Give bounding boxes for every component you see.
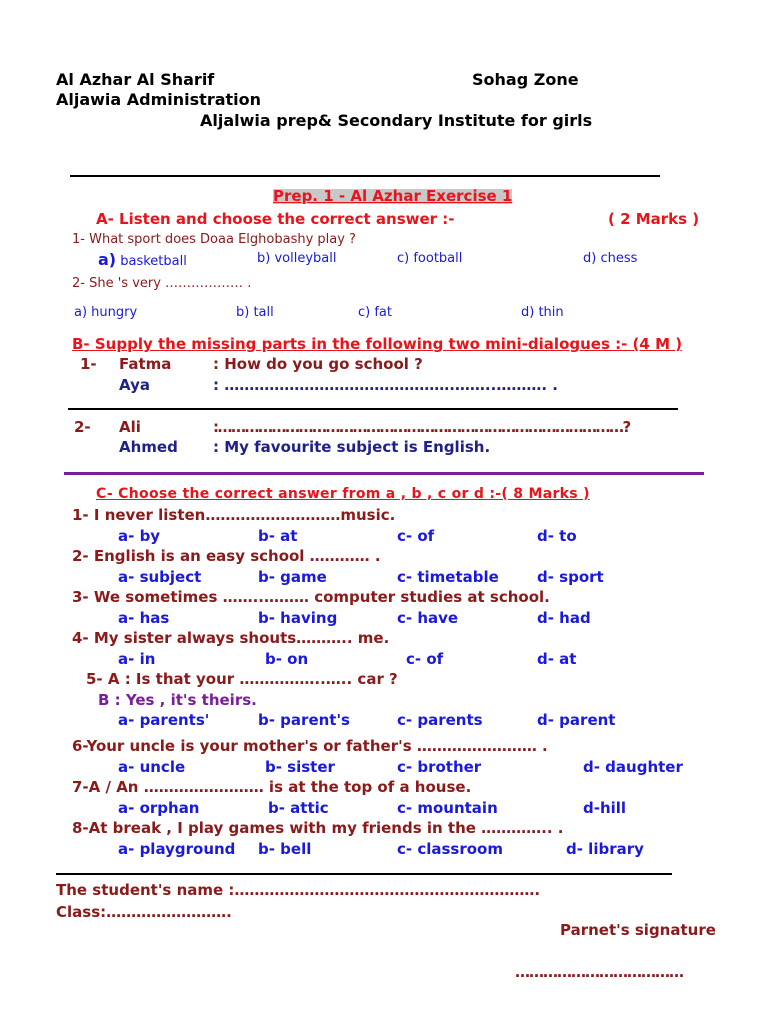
dialogue-1-line-1: : How do you go school ? — [213, 355, 423, 373]
section-c-q3-option-b[interactable]: b- having — [258, 609, 338, 627]
section-c-question-2: 2- English is an easy school ………… . — [72, 547, 381, 565]
zone-name: Sohag Zone — [472, 70, 579, 89]
section-c-question-7: 7-A / An …………………… is at the top of a house. — [72, 778, 472, 796]
section-c-question-1: 1- I never listen………………………music. — [72, 506, 396, 524]
section-c-q6-option-a[interactable]: a- uncle — [118, 758, 186, 776]
dialogue-1-speaker-1: Fatma — [119, 355, 172, 373]
section-b-title: B- Supply the missing parts in the following two mini-dialogues :- (4 M ) — [72, 335, 683, 353]
section-c-q4-option-a[interactable]: a- in — [118, 650, 156, 668]
student-name-field[interactable]: The student's name :……………………………………………………. — [56, 881, 541, 899]
section-c-q1-option-a[interactable]: a- by — [118, 527, 161, 545]
section-c-question-4: 4- My sister always shouts……….. me. — [72, 629, 390, 647]
section-c-question-3: 3- We sometimes ……..……… computer studies at school. — [72, 588, 550, 606]
administration-name: Aljawia Administration — [56, 90, 262, 109]
section-c-question-6: 6-Your uncle is your mother's or father's …………………… . — [72, 737, 548, 755]
dialogue-2-speaker-2: Ahmed — [119, 438, 178, 456]
class-field[interactable]: Class:……………………. — [56, 903, 232, 921]
section-c-q7-option-b[interactable]: b- attic — [268, 799, 329, 817]
section-c-q8-option-d[interactable]: d- library — [566, 840, 644, 858]
section-c-q3-option-a[interactable]: a- has — [118, 609, 170, 627]
section-c-q5-option-d[interactable]: d- parent — [537, 711, 616, 729]
section-a-marks: ( 2 Marks ) — [608, 210, 700, 228]
section-c-q2-option-d[interactable]: d- sport — [537, 568, 604, 586]
section-c-q5-option-a[interactable]: a- parents' — [118, 711, 210, 729]
section-c-q6-option-d[interactable]: d- daughter — [583, 758, 683, 776]
parent-signature-label: Parnet's signature — [560, 921, 716, 939]
institute-name: Aljalwia prep& Secondary Institute for girls — [200, 111, 593, 130]
section-a-title: A- Listen and choose the correct answer :- — [96, 210, 455, 228]
section-c-q4-option-d[interactable]: d- at — [537, 650, 577, 668]
section-c-question-8: 8-At break , I play games with my friends in the ………….. . — [72, 819, 564, 837]
section-c-q7-option-d[interactable]: d-hill — [583, 799, 627, 817]
section-a-q2-option-d[interactable]: d) thin — [521, 305, 564, 320]
dialogue-2-line-2: : My favourite subject is English. — [213, 438, 491, 456]
section-c-q8-option-a[interactable]: a- playground — [118, 840, 236, 858]
section-a-q1-option-c[interactable]: c) football — [397, 251, 463, 266]
section-a-q2-option-a[interactable]: a) hungry — [74, 305, 138, 320]
section-c-title: C- Choose the correct answer from a , b , c or d :-( 8 Marks ) — [96, 486, 590, 502]
dialogue-2-speaker-1: Ali — [119, 418, 141, 436]
section-b-divider — [64, 472, 704, 475]
section-c-question-5-response: B : Yes , it's theirs. — [98, 691, 257, 709]
section-a-question-2: 2- She 's very ……………… . — [72, 276, 252, 291]
section-c-q8-option-c[interactable]: c- classroom — [397, 840, 503, 858]
section-c-question-5: 5- A : Is that your ……………..….. car ? — [86, 670, 398, 688]
section-c-q7-option-a[interactable]: a- orphan — [118, 799, 200, 817]
dialogue-1-speaker-2: Aya — [119, 376, 150, 394]
section-c-q4-option-c[interactable]: c- of — [406, 650, 444, 668]
section-c-q5-option-b[interactable]: b- parent's — [258, 711, 350, 729]
section-c-q3-option-c[interactable]: c- have — [397, 609, 459, 627]
section-c-q1-option-c[interactable]: c- of — [397, 527, 435, 545]
section-c-q5-option-c[interactable]: c- parents — [397, 711, 483, 729]
header-divider — [70, 175, 660, 177]
section-a-q2-option-c[interactable]: c) fat — [358, 305, 392, 320]
section-a-q2-option-b[interactable]: b) tall — [236, 305, 274, 320]
exercise-title: Prep. 1 - Al Azhar Exercise 1 — [273, 187, 513, 205]
footer-divider — [56, 873, 672, 875]
section-c-q2-option-a[interactable]: a- subject — [118, 568, 202, 586]
parent-signature-line[interactable]: ……………………………… — [515, 963, 683, 981]
dialogue-divider — [68, 408, 678, 410]
section-c-q2-option-b[interactable]: b- game — [258, 568, 327, 586]
section-c-q2-option-c[interactable]: c- timetable — [397, 568, 499, 586]
section-c-q4-option-b[interactable]: b- on — [265, 650, 309, 668]
school-name: Al Azhar Al Sharif — [56, 70, 215, 89]
section-a-q1-option-d[interactable]: d) chess — [583, 251, 638, 266]
dialogue-1-answer-blank[interactable]: : ……………………………………….……..………. . — [213, 376, 558, 394]
dialogue-1-number: 1- — [80, 355, 97, 373]
section-a-q1-option-a[interactable]: a) basketball — [98, 250, 187, 269]
section-c-q7-option-c[interactable]: c- mountain — [397, 799, 498, 817]
section-c-q6-option-b[interactable]: b- sister — [265, 758, 335, 776]
section-c-q1-option-d[interactable]: d- to — [537, 527, 577, 545]
section-c-q1-option-b[interactable]: b- at — [258, 527, 298, 545]
section-c-q6-option-c[interactable]: c- brother — [397, 758, 482, 776]
section-a-q1-option-b[interactable]: b) volleyball — [257, 251, 337, 266]
dialogue-2-question-blank[interactable]: :………………………………………………………………………………? — [213, 418, 630, 436]
section-c-q3-option-d[interactable]: d- had — [537, 609, 591, 627]
section-a-question-1: 1- What sport does Doaa Elghobashy play ? — [72, 232, 356, 247]
section-c-q8-option-b[interactable]: b- bell — [258, 840, 312, 858]
dialogue-2-number: 2- — [74, 418, 91, 436]
